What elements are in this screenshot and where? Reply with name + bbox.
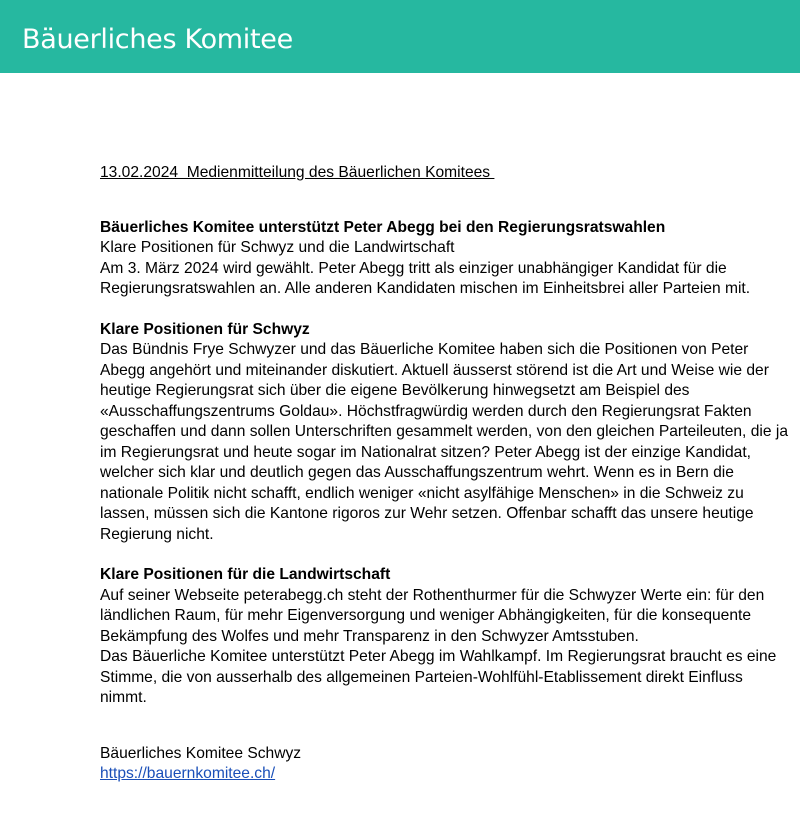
- section-text-landwirtschaft: Auf seiner Webseite peterabegg.ch steht der Rothenthurmer für die Schwyzer Werte ein: für den ländlichen Raum, für mehr Eigenversorgung und weniger Abhängigkeiten, für die konsequente Bekämpfung des Wolfes und mehr Transparenz in den Schwyzer Amtsstuben.: [100, 586, 765, 645]
- website-link[interactable]: https://bauernkomitee.ch/: [100, 765, 276, 782]
- header-banner: [0, 0, 800, 73]
- section-heading-schwyz: Klare Positionen für Schwyz: [100, 320, 310, 338]
- signature: Bäuerliches Komitee Schwyz: [100, 744, 302, 762]
- brand-title: Bäuerliches Komitee: [22, 24, 293, 55]
- section-text-schwyz: Das Bündnis Frye Schwyzer und das Bäuerliche Komitee haben sich die Positionen von Peter Abegg angehört und miteinander diskutiert. Aktuell äusserst störend ist die Art und Weise wie der heutige Regierungsrat sich über die eigene Bevölkerung hinwegsetzt am Beispiel des «Ausschaffungszentrums Goldau». Höchstfragwürdig werden durch den Regierungsrat Fakten geschaffen und dann sollen Unterschriften gesammelt werden, von den gleichen Parteileuten, die ja im Regierungsrat und heute sogar im Nationalrat sitzen? Peter Abegg ist der einzige Kandidat, welcher sich klar und deutlich gegen das Ausschaffungszentrum wehrt. Wenn es in Bern die nationale Politik nicht schafft, endlich weniger «nicht asylfähige Menschen» in die Schweiz zu lassen, müssen sich die Kantone rigoros zur Wehr setzen. Offenbar schafft das unsere heutige Regierung nicht.: [100, 341, 789, 543]
- subheadline: Klare Positionen für Schwyz und die Landwirtschaft: [100, 239, 455, 256]
- closing-paragraph: Das Bäuerliche Komitee unterstützt Peter Abegg im Wahlkampf. Im Regierungsrat braucht es eine Stimme, die von ausserhalb des allgemeinen Parteien-Wohlfühl-Etablissement direkt Einfluss nimmt.: [100, 648, 777, 706]
- section-heading-landwirtschaft: Klare Positionen für die Landwirtschaft: [100, 566, 391, 583]
- dateline: 13.02.2024 Medienmitteilung des Bäuerlichen Komitees: [100, 164, 495, 181]
- intro-paragraph: Am 3. März 2024 wird gewählt. Peter Abegg tritt als einziger unabhängiger Kandidat für die Regierungsratswahlen an. Alle anderen Kandidaten mischen im Einheitsbrei aller Parteien mit.: [100, 259, 751, 297]
- headline: Bäuerliches Komitee unterstützt Peter Abegg bei den Regierungsratswahlen: [100, 218, 666, 236]
- press-release: [100, 163, 790, 785]
